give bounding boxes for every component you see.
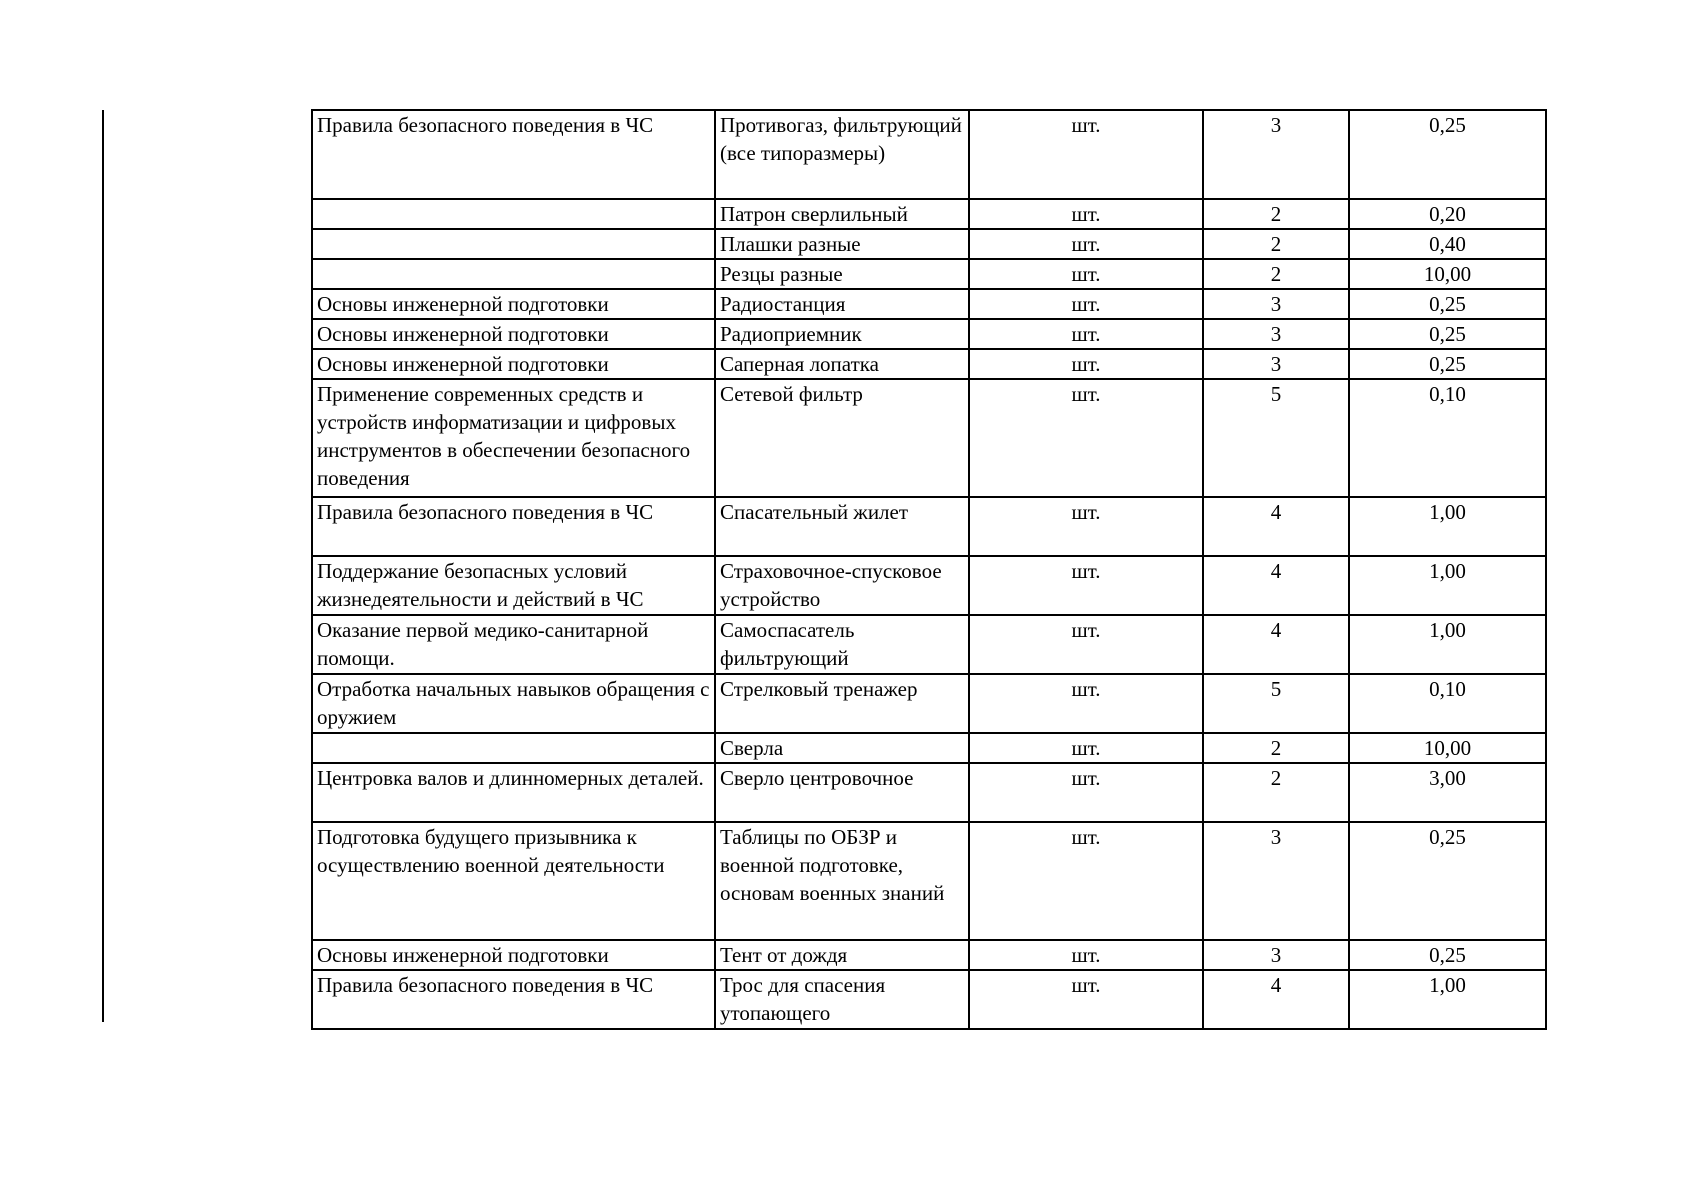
table-row bbox=[312, 615, 1546, 674]
quantity-cell: 2 bbox=[1203, 763, 1349, 822]
item-cell: Самоспасатель фильтрующий bbox=[715, 615, 969, 674]
item-cell: Противогаз, фильтрующий (все типоразмеры) bbox=[715, 110, 969, 199]
quantity-cell: 2 bbox=[1203, 199, 1349, 229]
quantity-cell: 2 bbox=[1203, 259, 1349, 289]
quantity-cell: 3 bbox=[1203, 319, 1349, 349]
topic-cell: Основы инженерной подготовки bbox=[312, 319, 715, 349]
quantity-cell: 3 bbox=[1203, 822, 1349, 940]
unit-cell: шт. bbox=[969, 733, 1203, 763]
quantity-cell: 2 bbox=[1203, 733, 1349, 763]
table-row bbox=[312, 970, 1546, 1029]
topic-cell bbox=[312, 259, 715, 289]
item-cell: Сверло центровочное bbox=[715, 763, 969, 822]
table-row bbox=[312, 229, 1546, 259]
unit-cell: шт. bbox=[969, 763, 1203, 822]
topic-cell: Центровка валов и длинномерных деталей. bbox=[312, 763, 715, 822]
quantity-cell: 4 bbox=[1203, 497, 1349, 556]
left-margin-line bbox=[102, 110, 104, 1022]
quantity-cell: 3 bbox=[1203, 940, 1349, 970]
topic-cell: Правила безопасного поведения в ЧС bbox=[312, 497, 715, 556]
item-cell: Резцы разные bbox=[715, 259, 969, 289]
quantity-cell: 4 bbox=[1203, 556, 1349, 615]
table-row bbox=[312, 822, 1546, 940]
unit-cell: шт. bbox=[969, 319, 1203, 349]
service-life-cell: 0,10 bbox=[1349, 674, 1546, 733]
table-row bbox=[312, 289, 1546, 319]
table-row bbox=[312, 319, 1546, 349]
quantity-cell: 4 bbox=[1203, 615, 1349, 674]
table-row bbox=[312, 763, 1546, 822]
topic-cell: Отработка начальных навыков обращения с оружием bbox=[312, 674, 715, 733]
unit-cell: шт. bbox=[969, 259, 1203, 289]
topic-cell bbox=[312, 229, 715, 259]
unit-cell: шт. bbox=[969, 379, 1203, 497]
topic-cell: Основы инженерной подготовки bbox=[312, 289, 715, 319]
item-cell: Таблицы по ОБЗР и военной подготовке, основам военных знаний bbox=[715, 822, 969, 940]
unit-cell: шт. bbox=[969, 556, 1203, 615]
item-cell: Сверла bbox=[715, 733, 969, 763]
quantity-cell: 5 bbox=[1203, 674, 1349, 733]
service-life-cell: 0,40 bbox=[1349, 229, 1546, 259]
quantity-cell: 3 bbox=[1203, 289, 1349, 319]
service-life-cell: 1,00 bbox=[1349, 970, 1546, 1029]
unit-cell: шт. bbox=[969, 229, 1203, 259]
service-life-cell: 0,25 bbox=[1349, 940, 1546, 970]
service-life-cell: 1,00 bbox=[1349, 497, 1546, 556]
item-cell: Саперная лопатка bbox=[715, 349, 969, 379]
item-cell: Стрелковый тренажер bbox=[715, 674, 969, 733]
table-row bbox=[312, 379, 1546, 497]
topic-cell: Оказание первой медико-санитарной помощи. bbox=[312, 615, 715, 674]
table-row bbox=[312, 259, 1546, 289]
unit-cell: шт. bbox=[969, 199, 1203, 229]
service-life-cell: 0,10 bbox=[1349, 379, 1546, 497]
topic-cell: Правила безопасного поведения в ЧС bbox=[312, 110, 715, 199]
topic-cell: Применение современных средств и устройств информатизации и цифровых инструментов в обеспечении безопасного поведения bbox=[312, 379, 715, 497]
topic-cell: Основы инженерной подготовки bbox=[312, 349, 715, 379]
unit-cell: шт. bbox=[969, 110, 1203, 199]
unit-cell: шт. bbox=[969, 615, 1203, 674]
unit-cell: шт. bbox=[969, 970, 1203, 1029]
quantity-cell: 2 bbox=[1203, 229, 1349, 259]
quantity-cell: 5 bbox=[1203, 379, 1349, 497]
unit-cell: шт. bbox=[969, 289, 1203, 319]
item-cell: Радиостанция bbox=[715, 289, 969, 319]
service-life-cell: 0,25 bbox=[1349, 319, 1546, 349]
topic-cell bbox=[312, 733, 715, 763]
service-life-cell: 0,20 bbox=[1349, 199, 1546, 229]
table-row bbox=[312, 940, 1546, 970]
service-life-cell: 0,25 bbox=[1349, 289, 1546, 319]
table-row bbox=[312, 674, 1546, 733]
unit-cell: шт. bbox=[969, 349, 1203, 379]
topic-cell: Поддержание безопасных условий жизнедеятельности и действий в ЧС bbox=[312, 556, 715, 615]
unit-cell: шт. bbox=[969, 674, 1203, 733]
service-life-cell: 0,25 bbox=[1349, 822, 1546, 940]
service-life-cell: 10,00 bbox=[1349, 259, 1546, 289]
item-cell: Радиоприемник bbox=[715, 319, 969, 349]
unit-cell: шт. bbox=[969, 497, 1203, 556]
unit-cell: шт. bbox=[969, 940, 1203, 970]
topic-cell: Подготовка будущего призывника к осуществлению военной деятельности bbox=[312, 822, 715, 940]
table-row bbox=[312, 556, 1546, 615]
item-cell: Спасательный жилет bbox=[715, 497, 969, 556]
service-life-cell: 10,00 bbox=[1349, 733, 1546, 763]
service-life-cell: 3,00 bbox=[1349, 763, 1546, 822]
topic-cell: Основы инженерной подготовки bbox=[312, 940, 715, 970]
topic-cell bbox=[312, 199, 715, 229]
table-row bbox=[312, 733, 1546, 763]
quantity-cell: 3 bbox=[1203, 110, 1349, 199]
service-life-cell: 1,00 bbox=[1349, 556, 1546, 615]
service-life-cell: 0,25 bbox=[1349, 110, 1546, 199]
item-cell: Сетевой фильтр bbox=[715, 379, 969, 497]
equipment-table bbox=[311, 109, 1547, 1030]
topic-cell: Правила безопасного поведения в ЧС bbox=[312, 970, 715, 1029]
service-life-cell: 0,25 bbox=[1349, 349, 1546, 379]
item-cell: Страховочное-спусковое устройство bbox=[715, 556, 969, 615]
item-cell: Трос для спасения утопающего bbox=[715, 970, 969, 1029]
service-life-cell: 1,00 bbox=[1349, 615, 1546, 674]
quantity-cell: 4 bbox=[1203, 970, 1349, 1029]
item-cell: Плашки разные bbox=[715, 229, 969, 259]
table-row bbox=[312, 349, 1546, 379]
unit-cell: шт. bbox=[969, 822, 1203, 940]
table-row bbox=[312, 199, 1546, 229]
quantity-cell: 3 bbox=[1203, 349, 1349, 379]
table-row bbox=[312, 110, 1546, 199]
item-cell: Тент от дождя bbox=[715, 940, 969, 970]
item-cell: Патрон сверлильный bbox=[715, 199, 969, 229]
table-row bbox=[312, 497, 1546, 556]
